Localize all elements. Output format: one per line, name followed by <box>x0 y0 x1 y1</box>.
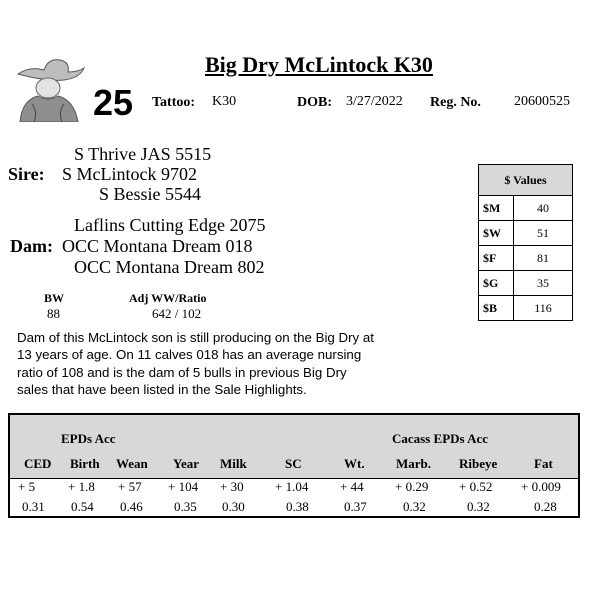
acc-ribeye: 0.32 <box>467 499 490 514</box>
lot-description: Dam of this McLintock son is still producing on the Big Dry at 13 years of age. On 11 calves 018 has an average nursing ratio of 108 and is the dam of 5 bulls in previous Big Dry sales that have been listed in the Sale Highlights. <box>17 330 374 398</box>
cowboy-logo <box>8 52 86 122</box>
acc-fat: 0.28 <box>534 499 557 514</box>
table-row: $M 40 <box>479 196 573 221</box>
dam-name: OCC Montana Dream 018 <box>62 236 253 256</box>
sire-label: Sire: <box>8 164 45 184</box>
lot-number: 25 <box>93 82 134 123</box>
dollar-values-table <box>478 164 573 321</box>
dam-dam: OCC Montana Dream 802 <box>74 257 265 277</box>
epd-year: + 104 <box>168 479 199 494</box>
acc-milk: 0.30 <box>222 499 245 514</box>
bw-label: BW <box>44 291 65 305</box>
col-ribeye: Ribeye <box>459 456 498 471</box>
dam-sire: Laflins Cutting Edge 2075 <box>74 215 266 235</box>
col-wean: Wean <box>116 456 148 471</box>
table-row: $F 81 <box>479 246 573 271</box>
acc-wt: 0.37 <box>344 499 367 514</box>
tattoo-label: Tattoo: <box>152 95 196 110</box>
epd-sc: + 1.04 <box>275 479 309 494</box>
col-wt: Wt. <box>344 456 365 471</box>
epd-wean: + 57 <box>118 479 142 494</box>
lot-title: Big Dry McLintock K30 <box>205 52 433 77</box>
acc-sc: 0.38 <box>286 499 309 514</box>
col-birth: Birth <box>70 456 100 471</box>
epd-group-label: EPDs Acc <box>61 431 116 446</box>
col-year: Year <box>173 456 199 471</box>
ww-label: Adj WW/Ratio <box>129 291 207 305</box>
col-milk: Milk <box>220 456 247 471</box>
col-marb: Marb. <box>396 456 432 471</box>
epd-ced: + 5 <box>18 479 36 494</box>
epd-birth: + 1.8 <box>68 479 95 494</box>
dollar-values-header: $ Values <box>479 165 573 196</box>
epd-ribeye: + 0.52 <box>459 479 493 494</box>
epd-wt: + 44 <box>340 479 364 494</box>
acc-year: 0.35 <box>174 499 197 514</box>
reg-value: 20600525 <box>514 94 570 109</box>
dam-label: Dam: <box>10 236 53 256</box>
table-row: $W 51 <box>479 221 573 246</box>
sire-name: S McLintock 9702 <box>62 164 197 184</box>
col-sc: SC <box>285 456 302 471</box>
carcass-group-label: Cacass EPDs Acc <box>392 431 489 446</box>
dob-label: DOB: <box>297 95 332 110</box>
epd-fat: + 0.009 <box>521 479 561 494</box>
table-row: $G 35 <box>479 271 573 296</box>
dob-value: 3/27/2022 <box>346 94 403 109</box>
bw-value: 88 <box>47 306 60 321</box>
reg-label: Reg. No. <box>430 95 481 110</box>
epd-marb: + 0.29 <box>395 479 429 494</box>
epd-table <box>8 413 580 518</box>
tattoo-value: K30 <box>212 94 237 109</box>
table-row: $B 116 <box>479 296 573 321</box>
sire-sire: S Thrive JAS 5515 <box>74 144 212 164</box>
sire-dam: S Bessie 5544 <box>99 184 202 204</box>
ww-value: 642 / 102 <box>152 306 202 321</box>
epd-milk: + 30 <box>220 479 244 494</box>
acc-wean: 0.46 <box>120 499 143 514</box>
col-ced: CED <box>24 456 52 471</box>
acc-ced: 0.31 <box>22 499 45 514</box>
col-fat: Fat <box>534 456 553 471</box>
acc-birth: 0.54 <box>71 499 94 514</box>
acc-marb: 0.32 <box>403 499 426 514</box>
